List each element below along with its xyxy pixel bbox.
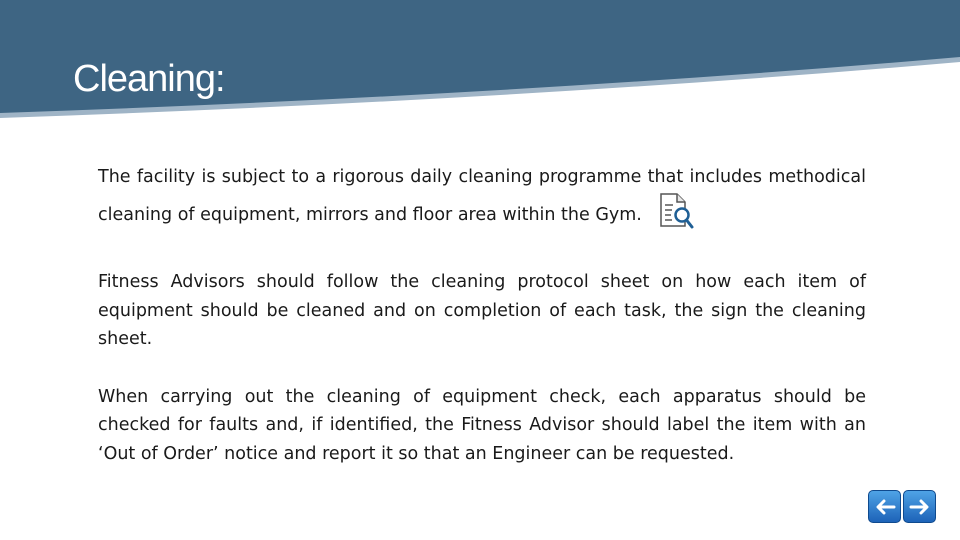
arrow-right-icon <box>909 498 931 516</box>
slide-navigation <box>868 490 936 523</box>
slide-body <box>98 163 866 497</box>
paragraph-3: When carrying out the cleaning of equipment check, each apparatus should be checked for faults and, if identified, the Fitness Advisor should label the item with an ‘Out of Order’ notice and report it so that an Engineer can be requested. <box>98 386 866 464</box>
next-button[interactable] <box>903 490 936 523</box>
arrow-left-icon <box>874 498 896 516</box>
page-title: Cleaning: <box>73 58 225 100</box>
paragraph-1: The facility is subject to a rigorous daily cleaning programme that includes methodical cleaning of equipment, mirrors and floor area within the Gym. <box>98 163 866 239</box>
document-search-icon <box>655 192 695 240</box>
paragraph-2: Fitness Advisors should follow the cleaning protocol sheet on how each item of equipment should be cleaned and on completion of each task, the sign the cleaning sheet. <box>98 272 866 349</box>
previous-button[interactable] <box>868 490 901 523</box>
